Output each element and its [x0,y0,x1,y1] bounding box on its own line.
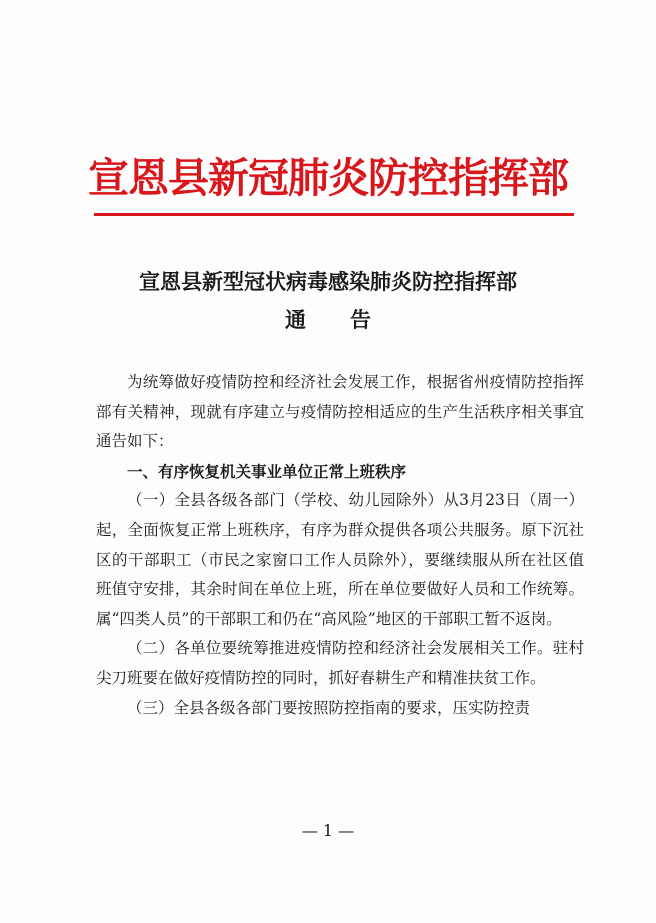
masthead-title: 宣恩县新冠肺炎防控指挥部 [88,154,568,202]
item-paragraph-1: （一）全县各级各部门（学校、幼儿园除外）从3月23日（周一）起，全面恢复正常上班秩序，有序为群众提供各项公共服务。原下沉社区的干部职工（市民之家窗口工作人员除外），要继续服从所在社区值班值守安排，其余时间在单位上班，所在单位要做好人员和工作统筹。属“四类人员”的干部职工和仍在“高风险”地区的干部职工暂不返岗。 [96,491,584,628]
notice-body [96,368,584,723]
notice-subtitle: 通告 [285,307,415,332]
section-heading-1: 一、有序恢复机关事业单位正常上班秩序 [127,461,407,481]
item-paragraph-2: （二）各单位要统筹推进疫情防控和经济社会发展相关工作。驻村尖刀班要在做好疫情防控的同时，抓好春耕生产和精准扶贫工作。 [96,639,584,687]
page-number: — 1 — [301,821,355,840]
notice-title: 宣恩县新型冠状病毒感染肺炎防控指挥部 [139,269,517,294]
item-paragraph-3: （三）全县各级各部门要按照防控指南的要求，压实防控责 [127,698,531,717]
intro-paragraph: 为统筹做好疫情防控和经济社会发展工作，根据省州疫情防控指挥部有关精神，现就有序建立与疫情防控相适应的生产生活秩序相关事宜通告如下： [96,373,584,451]
red-divider [94,213,574,216]
